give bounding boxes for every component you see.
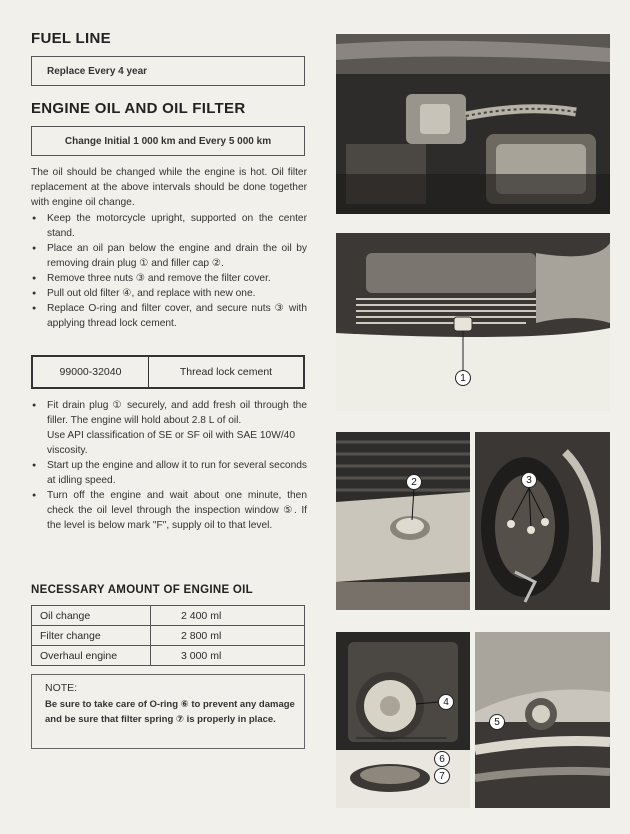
photo-filler-cap bbox=[336, 432, 470, 610]
thread-lock-name: Thread lock cement bbox=[179, 366, 273, 378]
fuel-line-heading: FUEL LINE bbox=[31, 30, 111, 47]
table-row bbox=[32, 646, 305, 666]
thread-lock-table bbox=[31, 355, 305, 389]
steps-list-a bbox=[31, 211, 307, 331]
step-item: ● Place an oil pan below the engine and drain the oil by removing drain plug ① and filler cap ②. bbox=[31, 241, 307, 271]
note-box bbox=[31, 674, 305, 749]
oil-amount-label: Oil change bbox=[32, 606, 151, 626]
oil-amount-value: 2 800 ml bbox=[151, 626, 305, 646]
engine-oil-heading: ENGINE OIL AND OIL FILTER bbox=[31, 100, 246, 117]
oil-amount-label: Overhaul engine bbox=[32, 646, 151, 666]
steps-list-b bbox=[31, 398, 307, 533]
oil-amount-value: 3 000 ml bbox=[151, 646, 305, 666]
step-item bbox=[31, 398, 307, 428]
step-item: ● Replace O-ring and filter cover, and secure nuts ③ with applying thread lock cement. bbox=[31, 301, 307, 331]
fuel-line-interval: Replace Every 4 year bbox=[47, 65, 148, 77]
oil-amount-heading: NECESSARY AMOUNT OF ENGINE OIL bbox=[31, 584, 253, 596]
callout-nuts: 3 bbox=[521, 472, 537, 488]
callout-window: 5 bbox=[489, 714, 505, 730]
callout-filler-cap: 2 bbox=[406, 474, 422, 490]
step-text: Fit drain plug ① securely, and add fresh oil through the filler. The engine will hold about 2.8 L of oil. bbox=[47, 400, 307, 426]
step-item: ● Start up the engine and allow it to run for several seconds at idling speed. bbox=[31, 458, 307, 488]
step-subtext: Use API classification of SE or SF oil with SAE 10W/40 viscosity. bbox=[47, 430, 295, 456]
engine-oil-interval-box bbox=[31, 126, 305, 156]
fuel-line-interval-box bbox=[31, 56, 305, 86]
engine-oil-interval: Change Initial 1 000 km and Every 5 000 km bbox=[64, 135, 272, 147]
callout-filter: 4 bbox=[438, 694, 454, 710]
photo-filter-nuts bbox=[475, 432, 610, 610]
note-text: Be sure to take care of O-ring ⑥ to prevent any damage and be sure that filter spring ⑦ is properly in place. bbox=[45, 699, 295, 725]
photo-inspection-window bbox=[475, 632, 610, 808]
thread-lock-part-no: 99000-32040 bbox=[33, 357, 149, 387]
photo-oil-filter bbox=[336, 632, 470, 808]
table-row bbox=[32, 606, 305, 626]
callout-spring: 7 bbox=[434, 768, 450, 784]
photo-drain-plug bbox=[336, 233, 610, 411]
callout-o-ring: 6 bbox=[434, 751, 450, 767]
step-item: ● Pull out old filter ④, and replace with new one. bbox=[31, 286, 307, 301]
callout-drain-plug: 1 bbox=[455, 370, 471, 386]
engine-oil-intro: The oil should be changed while the engine is hot. Oil filter replacement at the above intervals should be done together with engine oil change. bbox=[31, 167, 307, 208]
oil-amount-table bbox=[31, 605, 305, 666]
step-item: ● Turn off the engine and wait about one minute, then check the oil level through the inspection window ⑤. If the level is below mark "F", supply oil to that level. bbox=[31, 488, 307, 533]
oil-amount-value: 2 400 ml bbox=[151, 606, 305, 626]
note-title: NOTE: bbox=[45, 682, 78, 694]
oil-amount-label: Filter change bbox=[32, 626, 151, 646]
photo-fuel-line bbox=[336, 34, 610, 214]
step-item: ● Remove three nuts ③ and remove the filter cover. bbox=[31, 271, 307, 286]
step-item: ● Keep the motorcycle upright, supported on the center stand. bbox=[31, 211, 307, 241]
table-row bbox=[32, 626, 305, 646]
